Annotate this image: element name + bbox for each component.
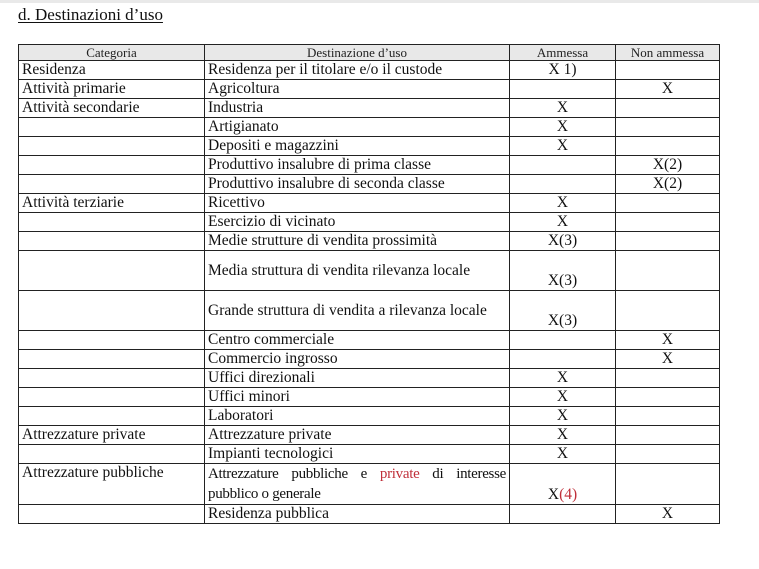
cell-destinazione: Artigianato — [205, 118, 510, 137]
cell-ammessa: X 1) — [510, 61, 616, 80]
cell-categoria — [19, 388, 205, 407]
cell-destinazione: Commercio ingrosso — [205, 350, 510, 369]
cell-categoria — [19, 156, 205, 175]
table-row — [19, 291, 720, 331]
destinazione-highlight: private — [379, 466, 420, 482]
cell-destinazione: Uffici direzionali — [205, 369, 510, 388]
cell-categoria — [19, 407, 205, 426]
table-row — [19, 331, 720, 350]
cell-non-ammessa — [616, 369, 720, 388]
cell-categoria: Residenza — [19, 61, 205, 80]
cell-non-ammessa — [616, 61, 720, 80]
cell-ammessa — [510, 505, 616, 524]
destinazioni-table — [18, 44, 720, 524]
header-non-ammessa: Non ammessa — [616, 45, 720, 61]
destinazione-part: Attrezzature pubbliche e — [208, 466, 380, 482]
cell-ammessa: X — [510, 99, 616, 118]
cell-non-ammessa — [616, 194, 720, 213]
cell-non-ammessa — [616, 407, 720, 426]
cell-destinazione: Laboratori — [205, 407, 510, 426]
section-heading: d. Destinazioni d’uso — [18, 5, 163, 24]
ammessa-note: (4) — [559, 486, 578, 503]
table-row — [19, 369, 720, 388]
cell-destinazione: Impianti tecnologici — [205, 445, 510, 464]
cell-destinazione: Depositi e magazzini — [205, 137, 510, 156]
cell-categoria — [19, 369, 205, 388]
table-row — [19, 407, 720, 426]
cell-categoria: Attività secondarie — [19, 99, 205, 118]
cell-categoria — [19, 505, 205, 524]
cell-categoria — [19, 445, 205, 464]
cell-destinazione: Produttivo insalubre di prima classe — [205, 156, 510, 175]
cell-ammessa — [510, 350, 616, 369]
cell-non-ammessa — [616, 291, 720, 331]
ammessa-mark: X — [547, 486, 560, 503]
cell-destinazione: Medie strutture di vendita prossimità — [205, 232, 510, 251]
table-row — [19, 213, 720, 232]
cell-destinazione: Residenza per il titolare e/o il custode — [205, 61, 510, 80]
cell-destinazione: Residenza pubblica — [205, 505, 510, 524]
table-row — [19, 137, 720, 156]
cell-destinazione: Attrezzature private — [205, 426, 510, 445]
cell-ammessa — [510, 464, 616, 505]
cell-destinazione: Agricoltura — [205, 80, 510, 99]
cell-ammessa — [510, 175, 616, 194]
table-row — [19, 80, 720, 99]
cell-ammessa: X — [510, 137, 616, 156]
cell-non-ammessa — [616, 426, 720, 445]
table-row — [19, 426, 720, 445]
cell-non-ammessa — [616, 445, 720, 464]
table-row — [19, 445, 720, 464]
cell-non-ammessa: X(2) — [616, 156, 720, 175]
cell-ammessa: X(3) — [510, 291, 616, 331]
cell-non-ammessa: X — [616, 331, 720, 350]
cell-non-ammessa — [616, 213, 720, 232]
table-row — [19, 464, 720, 505]
cell-categoria — [19, 137, 205, 156]
top-edge — [0, 0, 759, 3]
table-row — [19, 350, 720, 369]
cell-non-ammessa: X(2) — [616, 175, 720, 194]
cell-ammessa: X — [510, 194, 616, 213]
table-header-row — [19, 45, 720, 61]
cell-ammessa — [510, 80, 616, 99]
cell-categoria — [19, 213, 205, 232]
cell-non-ammessa — [616, 388, 720, 407]
cell-non-ammessa — [616, 137, 720, 156]
table-row — [19, 118, 720, 137]
cell-categoria: Attività terziarie — [19, 194, 205, 213]
cell-non-ammessa — [616, 464, 720, 505]
cell-categoria — [19, 118, 205, 137]
table-row — [19, 505, 720, 524]
cell-ammessa: X(3) — [510, 251, 616, 291]
header-ammessa: Ammessa — [510, 45, 616, 61]
cell-non-ammessa — [616, 118, 720, 137]
cell-categoria: Attrezzature private — [19, 426, 205, 445]
cell-non-ammessa — [616, 99, 720, 118]
cell-non-ammessa: X — [616, 80, 720, 99]
cell-categoria: Attività primarie — [19, 80, 205, 99]
table-row — [19, 61, 720, 80]
cell-categoria — [19, 232, 205, 251]
cell-destinazione: Esercizio di vicinato — [205, 213, 510, 232]
cell-categoria — [19, 291, 205, 331]
cell-categoria — [19, 350, 205, 369]
cell-ammessa: X — [510, 213, 616, 232]
cell-destinazione: Media struttura di vendita rilevanza locale — [205, 251, 510, 291]
cell-destinazione — [205, 464, 510, 505]
table-row — [19, 99, 720, 118]
cell-destinazione: Ricettivo — [205, 194, 510, 213]
header-destinazione: Destinazione d’uso — [205, 45, 510, 61]
cell-destinazione: Industria — [205, 99, 510, 118]
cell-ammessa: X — [510, 426, 616, 445]
cell-non-ammessa: X — [616, 350, 720, 369]
cell-ammessa: X — [510, 369, 616, 388]
table-row — [19, 232, 720, 251]
table-row — [19, 388, 720, 407]
cell-destinazione: Grande struttura di vendita a rilevanza locale — [205, 291, 510, 331]
header-categoria: Categoria — [19, 45, 205, 61]
cell-ammessa — [510, 331, 616, 350]
cell-categoria — [19, 331, 205, 350]
cell-non-ammessa — [616, 232, 720, 251]
table-row — [19, 194, 720, 213]
cell-destinazione: Uffici minori — [205, 388, 510, 407]
table-row — [19, 251, 720, 291]
cell-ammessa: X — [510, 118, 616, 137]
cell-categoria — [19, 175, 205, 194]
cell-ammessa: X — [510, 407, 616, 426]
cell-non-ammessa: X — [616, 505, 720, 524]
destinazione-part: di interesse pubblico o generale — [208, 466, 506, 502]
cell-ammessa — [510, 156, 616, 175]
table-row — [19, 156, 720, 175]
cell-destinazione: Produttivo insalubre di seconda classe — [205, 175, 510, 194]
cell-categoria — [19, 251, 205, 291]
cell-ammessa: X — [510, 445, 616, 464]
table-row — [19, 175, 720, 194]
cell-destinazione: Centro commerciale — [205, 331, 510, 350]
cell-non-ammessa — [616, 251, 720, 291]
cell-categoria: Attrezzature pubbliche — [19, 464, 205, 505]
cell-ammessa: X — [510, 388, 616, 407]
cell-ammessa: X(3) — [510, 232, 616, 251]
